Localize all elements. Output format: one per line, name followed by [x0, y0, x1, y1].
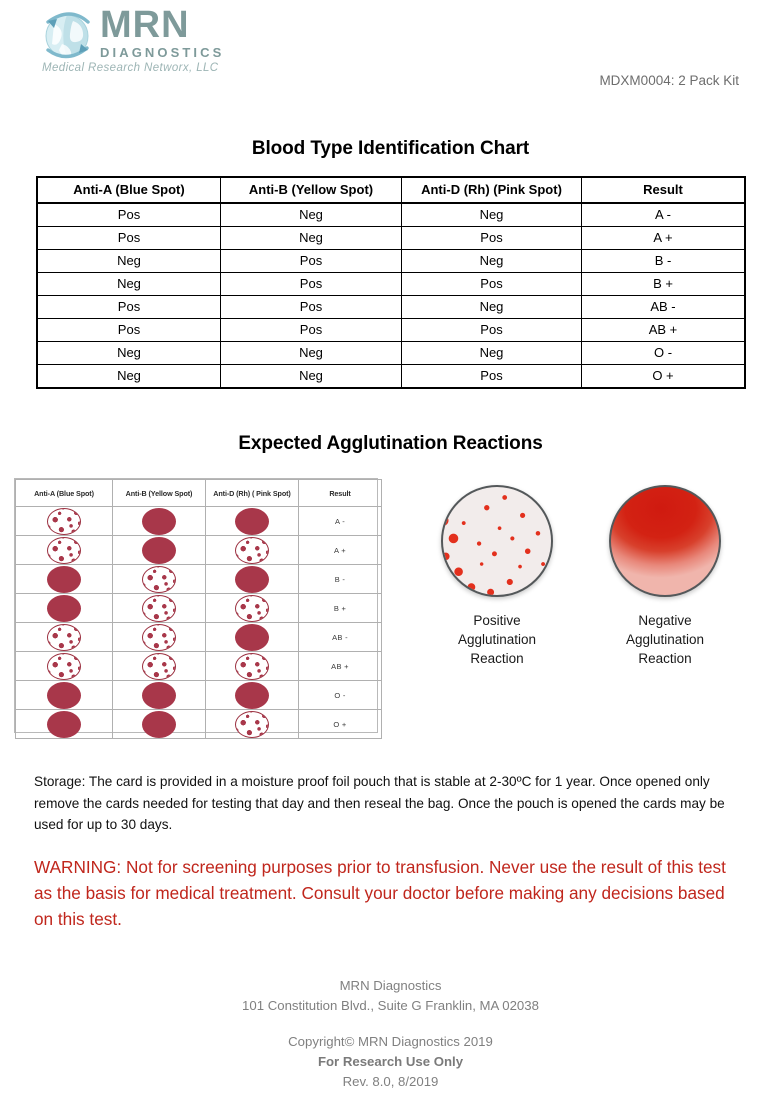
agglutinated-spot-icon	[47, 537, 81, 564]
cell-anti-b: Neg	[221, 203, 402, 227]
card-column-header-anti-b: Anti-B (Yellow Spot)	[113, 480, 206, 507]
smooth-spot-icon	[47, 682, 81, 709]
agglutinated-spot-icon	[235, 595, 269, 622]
card-row	[16, 710, 382, 739]
footer-revision: Rev. 8.0, 8/2019	[342, 1073, 439, 1089]
spot-anti-b-cell	[113, 536, 206, 565]
cell-result: O -	[582, 342, 746, 365]
card-row	[16, 536, 382, 565]
footer-research-use-only: For Research Use Only	[317, 1053, 464, 1069]
smooth-spot-icon	[47, 595, 81, 622]
table-row	[37, 365, 745, 389]
negative-caption-line1: Negative Agglutination	[625, 613, 705, 647]
negative-agglutination-image	[609, 485, 721, 597]
agglutinated-spot-icon	[47, 508, 81, 535]
spot-anti-b-cell	[113, 710, 206, 739]
spot-anti-b-cell	[113, 652, 206, 681]
spot-anti-d-cell	[206, 710, 299, 739]
card-row	[16, 565, 382, 594]
table-header-row	[37, 177, 745, 203]
positive-reaction-sample	[438, 485, 556, 668]
cell-anti-a: Neg	[37, 250, 221, 273]
footer-company: MRN Diagnostics	[339, 977, 442, 993]
column-header-result: Result	[582, 177, 746, 203]
page-footer	[0, 976, 781, 1092]
card-header-row	[16, 480, 382, 507]
blood-type-table	[36, 176, 746, 389]
page-header	[0, 0, 781, 110]
agglutinated-spot-icon	[235, 537, 269, 564]
positive-caption-line1: Positive Agglutination	[457, 613, 537, 647]
cell-anti-d: Neg	[402, 203, 582, 227]
company-logo	[40, 6, 310, 76]
card-row	[16, 594, 382, 623]
agglutinated-spot-icon	[142, 624, 176, 651]
cell-anti-d: Neg	[402, 296, 582, 319]
card-row	[16, 507, 382, 536]
cell-anti-a: Pos	[37, 319, 221, 342]
negative-caption-line2: Reaction	[638, 651, 692, 666]
smooth-spot-icon	[47, 566, 81, 593]
agglutinated-spot-icon	[142, 653, 176, 680]
cell-anti-b: Neg	[221, 227, 402, 250]
cell-anti-b: Pos	[221, 273, 402, 296]
smooth-spot-icon	[142, 508, 176, 535]
agglutinated-spot-icon	[47, 624, 81, 651]
agglutinated-spot-icon	[235, 653, 269, 680]
spot-anti-b-cell	[113, 594, 206, 623]
reaction-card-table	[15, 479, 382, 739]
table-row	[37, 296, 745, 319]
cell-result: B +	[582, 273, 746, 296]
spot-anti-a-cell	[16, 681, 113, 710]
footer-spacer	[0, 1016, 781, 1032]
spot-anti-d-cell	[206, 652, 299, 681]
card-row	[16, 652, 382, 681]
positive-agglutination-image	[441, 485, 553, 597]
smooth-spot-icon	[142, 711, 176, 738]
cell-anti-d: Pos	[402, 365, 582, 389]
warning-notice: WARNING: Not for screening purposes prior to transfusion. Never use the result of this test as the basis for medical treatment. Consult your doctor before making any decisions based on this test.	[34, 856, 726, 929]
cell-anti-b: Neg	[221, 365, 402, 389]
spot-anti-b-cell	[113, 565, 206, 594]
cell-anti-b: Pos	[221, 296, 402, 319]
storage-instructions: Storage: The card is provided in a moisture proof foil pouch that is stable at 2-30ºC for 1 year. Once opened only remove the cards needed for testing that day and then reseal the bag. Once the pouch is opened the cards may be used for up to 30 days.	[34, 774, 725, 832]
cell-anti-b: Pos	[221, 250, 402, 273]
spot-anti-b-cell	[113, 507, 206, 536]
spot-anti-d-cell	[206, 681, 299, 710]
cell-result: O +	[582, 365, 746, 389]
spot-anti-a-cell	[16, 507, 113, 536]
spot-anti-a-cell	[16, 536, 113, 565]
globe-icon	[40, 8, 96, 64]
card-column-header-result: Result	[299, 480, 382, 507]
spot-anti-d-cell	[206, 565, 299, 594]
table-row	[37, 342, 745, 365]
table-row	[37, 203, 745, 227]
smooth-spot-icon	[47, 711, 81, 738]
reaction-reference-card	[14, 478, 378, 733]
smooth-spot-icon	[142, 537, 176, 564]
cell-anti-a: Pos	[37, 203, 221, 227]
negative-reaction-sample	[606, 485, 724, 668]
cell-anti-a: Neg	[37, 342, 221, 365]
smooth-spot-icon	[235, 566, 269, 593]
footer-copyright: Copyright© MRN Diagnostics 2019	[288, 1033, 493, 1049]
smooth-spot-icon	[235, 508, 269, 535]
spot-anti-d-cell	[206, 594, 299, 623]
card-column-header-anti-a: Anti-A (Blue Spot)	[16, 480, 113, 507]
card-cell-result: O -	[299, 681, 382, 710]
cell-result: A +	[582, 227, 746, 250]
spot-anti-d-cell	[206, 536, 299, 565]
footer-address: 101 Constitution Blvd., Suite G Franklin, MA 02038	[242, 997, 539, 1013]
card-cell-result: A -	[299, 507, 382, 536]
blood-type-chart-container	[36, 176, 739, 389]
cell-result: AB +	[582, 319, 746, 342]
card-column-header-anti-d: Anti-D (Rh) ( Pink Spot)	[206, 480, 299, 507]
spot-anti-d-cell	[206, 507, 299, 536]
spot-anti-d-cell	[206, 623, 299, 652]
negative-reaction-caption	[606, 611, 724, 668]
logo-mrn-text: MRN	[100, 4, 190, 46]
smooth-spot-icon	[235, 624, 269, 651]
column-header-anti-b: Anti-B (Yellow Spot)	[221, 177, 402, 203]
table-row	[37, 273, 745, 296]
agglutinated-spot-icon	[235, 711, 269, 738]
table-row	[37, 227, 745, 250]
card-cell-result: AB +	[299, 652, 382, 681]
card-cell-result: O +	[299, 710, 382, 739]
table-row	[37, 319, 745, 342]
sample-photos	[400, 485, 770, 668]
positive-caption-line2: Reaction	[470, 651, 524, 666]
blood-type-chart-title: Blood Type Identification Chart	[251, 138, 530, 159]
cell-anti-b: Pos	[221, 319, 402, 342]
cell-anti-a: Pos	[37, 227, 221, 250]
smooth-spot-icon	[142, 682, 176, 709]
card-cell-result: A +	[299, 536, 382, 565]
card-row	[16, 681, 382, 710]
column-header-anti-a: Anti-A (Blue Spot)	[37, 177, 221, 203]
logo-diagnostics-text: DIAGNOSTICS	[100, 45, 225, 60]
cell-anti-d: Pos	[402, 227, 582, 250]
card-row	[16, 623, 382, 652]
spot-anti-a-cell	[16, 710, 113, 739]
spot-anti-a-cell	[16, 623, 113, 652]
spot-anti-a-cell	[16, 652, 113, 681]
cell-anti-d: Pos	[402, 319, 582, 342]
cell-anti-d: Pos	[402, 273, 582, 296]
table-row	[37, 250, 745, 273]
card-cell-result: B +	[299, 594, 382, 623]
positive-reaction-caption	[438, 611, 556, 668]
agglutination-title: Expected Agglutination Reactions	[238, 433, 543, 454]
cell-anti-d: Neg	[402, 342, 582, 365]
card-cell-result: AB -	[299, 623, 382, 652]
cell-anti-b: Neg	[221, 342, 402, 365]
smooth-spot-icon	[235, 682, 269, 709]
cell-anti-a: Neg	[37, 365, 221, 389]
column-header-anti-d: Anti-D (Rh) (Pink Spot)	[402, 177, 582, 203]
cell-result: B -	[582, 250, 746, 273]
spot-anti-b-cell	[113, 681, 206, 710]
cell-anti-a: Pos	[37, 296, 221, 319]
logo-wordmark	[100, 6, 226, 60]
logo-tagline: Medical Research Networx, LLC	[42, 62, 219, 74]
spot-anti-b-cell	[113, 623, 206, 652]
cell-result: A -	[582, 203, 746, 227]
spot-anti-a-cell	[16, 594, 113, 623]
cell-result: AB -	[582, 296, 746, 319]
agglutinated-spot-icon	[142, 595, 176, 622]
agglutinated-spot-icon	[47, 653, 81, 680]
cell-anti-d: Neg	[402, 250, 582, 273]
cell-anti-a: Neg	[37, 273, 221, 296]
kit-code-label: MDXM0004: 2 Pack Kit	[599, 73, 739, 88]
agglutination-section	[0, 473, 781, 753]
card-cell-result: B -	[299, 565, 382, 594]
agglutinated-spot-icon	[142, 566, 176, 593]
spot-anti-a-cell	[16, 565, 113, 594]
